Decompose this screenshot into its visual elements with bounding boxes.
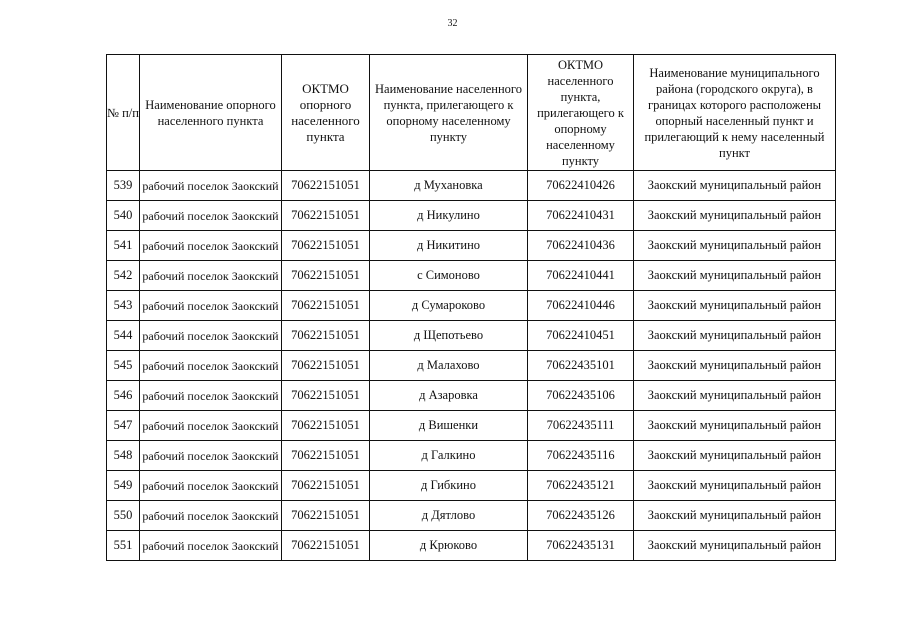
base-settlement-name: рабочий поселок Заокский <box>140 351 282 381</box>
adjacent-settlement-oktmo: 70622410436 <box>528 231 634 261</box>
adjacent-settlement-oktmo: 70622410446 <box>528 291 634 321</box>
base-settlement-name: рабочий поселок Заокский <box>140 501 282 531</box>
adjacent-settlement-oktmo: 70622435101 <box>528 351 634 381</box>
row-number: 546 <box>107 381 140 411</box>
header-adjacent-name: Наименование населенного пункта, прилегающего к опорному населенному пункту <box>370 55 528 171</box>
row-number: 545 <box>107 351 140 381</box>
district-name: Заокский муниципальный район <box>634 171 836 201</box>
base-settlement-oktmo: 70622151051 <box>282 411 370 441</box>
row-number: 547 <box>107 411 140 441</box>
row-number: 549 <box>107 471 140 501</box>
header-num: № п/п <box>107 55 140 171</box>
base-settlement-name: рабочий поселок Заокский <box>140 201 282 231</box>
base-settlement-name: рабочий поселок Заокский <box>140 291 282 321</box>
adjacent-settlement-name: д Никитино <box>370 231 528 261</box>
adjacent-settlement-name: д Вишенки <box>370 411 528 441</box>
row-number: 548 <box>107 441 140 471</box>
header-district: Наименование муниципального района (городского округа), в границах которого расположены опорный населенный пункт и прилегающий к нему населенный пункт <box>634 55 836 171</box>
base-settlement-oktmo: 70622151051 <box>282 201 370 231</box>
row-number: 551 <box>107 531 140 561</box>
base-settlement-oktmo: 70622151051 <box>282 501 370 531</box>
base-settlement-oktmo: 70622151051 <box>282 381 370 411</box>
base-settlement-name: рабочий поселок Заокский <box>140 231 282 261</box>
table-row <box>107 171 836 201</box>
adjacent-settlement-name: д Азаровка <box>370 381 528 411</box>
row-number: 542 <box>107 261 140 291</box>
base-settlement-name: рабочий поселок Заокский <box>140 471 282 501</box>
table-row <box>107 441 836 471</box>
table-row <box>107 501 836 531</box>
header-base-name: Наименование опорного населенного пункта <box>140 55 282 171</box>
table-header <box>107 55 836 171</box>
table-row <box>107 291 836 321</box>
adjacent-settlement-oktmo: 70622410441 <box>528 261 634 291</box>
table-row <box>107 381 836 411</box>
base-settlement-oktmo: 70622151051 <box>282 471 370 501</box>
base-settlement-name: рабочий поселок Заокский <box>140 441 282 471</box>
adjacent-settlement-name: д Гибкино <box>370 471 528 501</box>
row-number: 541 <box>107 231 140 261</box>
settlements-table <box>106 54 836 561</box>
base-settlement-oktmo: 70622151051 <box>282 291 370 321</box>
table-row <box>107 261 836 291</box>
adjacent-settlement-name: д Мухановка <box>370 171 528 201</box>
header-adjacent-oktmo: ОКТМО населенного пункта, прилегающего к опорному населенному пункту <box>528 55 634 171</box>
adjacent-settlement-name: д Галкино <box>370 441 528 471</box>
base-settlement-name: рабочий поселок Заокский <box>140 381 282 411</box>
base-settlement-oktmo: 70622151051 <box>282 171 370 201</box>
adjacent-settlement-oktmo: 70622435116 <box>528 441 634 471</box>
district-name: Заокский муниципальный район <box>634 261 836 291</box>
header-row <box>107 55 836 171</box>
adjacent-settlement-oktmo: 70622410431 <box>528 201 634 231</box>
district-name: Заокский муниципальный район <box>634 411 836 441</box>
adjacent-settlement-oktmo: 70622435126 <box>528 501 634 531</box>
table-row <box>107 201 836 231</box>
table-row <box>107 531 836 561</box>
district-name: Заокский муниципальный район <box>634 291 836 321</box>
district-name: Заокский муниципальный район <box>634 501 836 531</box>
adjacent-settlement-name: д Щепотьево <box>370 321 528 351</box>
table-row <box>107 411 836 441</box>
district-name: Заокский муниципальный район <box>634 201 836 231</box>
table-row <box>107 351 836 381</box>
adjacent-settlement-name: д Крюково <box>370 531 528 561</box>
district-name: Заокский муниципальный район <box>634 441 836 471</box>
adjacent-settlement-oktmo: 70622410426 <box>528 171 634 201</box>
district-name: Заокский муниципальный район <box>634 471 836 501</box>
district-name: Заокский муниципальный район <box>634 381 836 411</box>
row-number: 540 <box>107 201 140 231</box>
page-number: 32 <box>447 18 458 29</box>
row-number: 543 <box>107 291 140 321</box>
district-name: Заокский муниципальный район <box>634 321 836 351</box>
adjacent-settlement-oktmo: 70622435106 <box>528 381 634 411</box>
adjacent-settlement-oktmo: 70622435121 <box>528 471 634 501</box>
row-number: 539 <box>107 171 140 201</box>
adjacent-settlement-name: с Симоново <box>370 261 528 291</box>
base-settlement-oktmo: 70622151051 <box>282 231 370 261</box>
adjacent-settlement-name: д Дятлово <box>370 501 528 531</box>
adjacent-settlement-name: д Малахово <box>370 351 528 381</box>
table-body <box>107 171 836 561</box>
adjacent-settlement-name: д Никулино <box>370 201 528 231</box>
base-settlement-name: рабочий поселок Заокский <box>140 321 282 351</box>
adjacent-settlement-oktmo: 70622410451 <box>528 321 634 351</box>
adjacent-settlement-oktmo: 70622435131 <box>528 531 634 561</box>
base-settlement-name: рабочий поселок Заокский <box>140 171 282 201</box>
base-settlement-oktmo: 70622151051 <box>282 321 370 351</box>
base-settlement-name: рабочий поселок Заокский <box>140 531 282 561</box>
header-base-oktmo: ОКТМО опорного населенного пункта <box>282 55 370 171</box>
base-settlement-oktmo: 70622151051 <box>282 441 370 471</box>
base-settlement-name: рабочий поселок Заокский <box>140 261 282 291</box>
adjacent-settlement-oktmo: 70622435111 <box>528 411 634 441</box>
adjacent-settlement-name: д Сумароково <box>370 291 528 321</box>
base-settlement-oktmo: 70622151051 <box>282 351 370 381</box>
table-row <box>107 471 836 501</box>
base-settlement-oktmo: 70622151051 <box>282 261 370 291</box>
row-number: 544 <box>107 321 140 351</box>
base-settlement-name: рабочий поселок Заокский <box>140 411 282 441</box>
base-settlement-oktmo: 70622151051 <box>282 531 370 561</box>
district-name: Заокский муниципальный район <box>634 231 836 261</box>
district-name: Заокский муниципальный район <box>634 531 836 561</box>
table-row <box>107 231 836 261</box>
district-name: Заокский муниципальный район <box>634 351 836 381</box>
table-row <box>107 321 836 351</box>
row-number: 550 <box>107 501 140 531</box>
